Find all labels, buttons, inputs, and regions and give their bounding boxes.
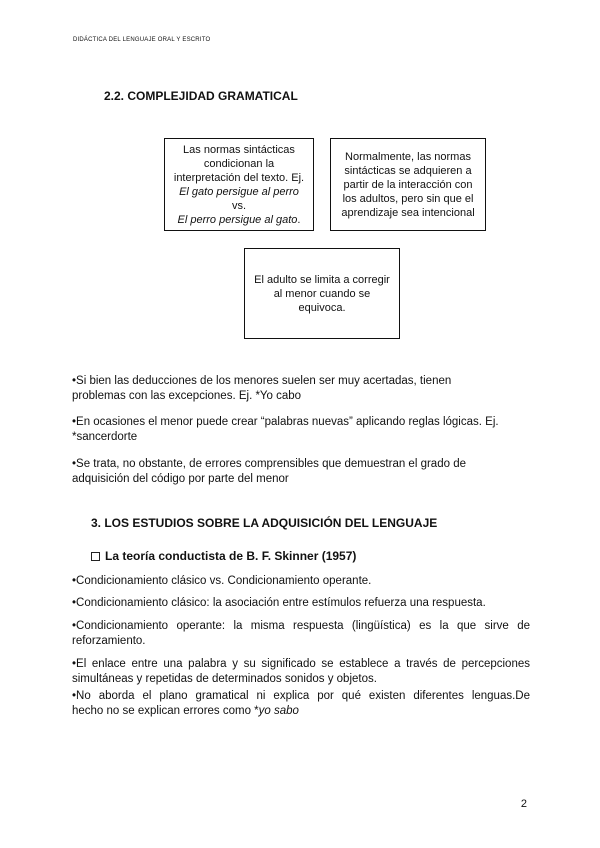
box1-example-2: El perro persigue al gato [177,213,298,226]
diagram-box-adult-interaction [330,138,486,231]
bullet-word-meaning-line-2: simultáneas y repetidas de determinados sonidos y objetos. [72,673,377,685]
bullet-errors-line-1: •Se trata, no obstante, de errores comprensibles que demuestran el grado de [72,458,466,470]
box3-line-2: al menor cuando se [273,287,371,300]
bullet-comprehensible-errors [72,457,530,487]
box2-line-2: sintácticas se adquieren a [344,164,472,177]
section-title-3: 3. LOS ESTUDIOS SOBRE LA ADQUISICIÓN DEL LENGUAJE [91,516,438,530]
box3-line-1: El adulto se limita a corregir [254,273,390,286]
subsection-skinner-title: La teoría conductista de B. F. Skinner (1957) [105,549,357,563]
box2-line-3: partir de la interacción con [343,178,473,191]
diagram-box-adult-corrects [244,248,400,339]
bullet-word-meaning [72,657,530,687]
box1-line-4 [171,185,307,213]
bullet-operant [72,619,530,649]
bullet-exceptions-line-1: •Si bien las deducciones de los menores suelen ser muy acertadas, tienen [72,375,452,387]
subsection-skinner [91,549,356,563]
bullet-exceptions [72,374,530,404]
box1-line-3: interpretación del texto. Ej. [173,171,305,184]
bullet-exceptions-line-2: problemas con las excepciones. Ej. *Yo cabo [72,390,302,402]
box1-end: . [297,213,301,226]
bullet-grammar-line-2-prefix: hecho no se explican errores como * [72,705,259,717]
box1-vs: vs. [231,199,247,212]
bullet-classical-vs-operant: •Condicionamiento clásico vs. Condicionamiento operante. [72,575,372,587]
page-number: 2 [520,798,527,810]
running-header: DIDÁCTICA DEL LENGUAJE ORAL Y ESCRITO [73,37,211,43]
diagram-box-syntax-norms [164,138,314,231]
box1-line-1: Las normas sintácticas [183,143,295,156]
box1-line-2: condicionan la [203,157,275,170]
box1-line-5 [178,213,301,227]
bullet-grammar-line-2 [72,704,530,719]
bullet-grammar [72,689,530,719]
box2-line-1: Normalmente, las normas [345,150,471,163]
box2-line-4: los adultos, pero sin que el [342,192,474,205]
checkbox-icon [91,552,100,561]
bullet-classical: •Condicionamiento clásico: la asociación entre estímulos refuerza una respuesta. [72,597,486,609]
bullet-grammar-line-1: •No aborda el plano gramatical ni explica por qué existen diferentes lenguas.De [72,690,530,702]
bullet-grammar-example: yo sabo [258,705,299,717]
box1-example-1: El gato persigue al perro [179,185,299,198]
bullet-operant-line-2: reforzamiento. [72,635,146,647]
section-title-2-2: 2.2. COMPLEJIDAD GRAMATICAL [104,89,298,103]
bullet-errors-line-2: adquisición del código por parte del menor [72,473,289,485]
bullet-new-words-line-1: •En ocasiones el menor puede crear “palabras nuevas” aplicando reglas lógicas. Ej. [72,416,499,428]
bullet-new-words-line-2: *sancerdorte [72,431,138,443]
bullet-new-words [72,415,530,445]
bullet-word-meaning-line-1: •El enlace entre una palabra y su significado se establece a través de percepciones [72,658,530,670]
box3-line-3: equivoca. [298,301,346,314]
box2-line-5: aprendizaje sea intencional [341,206,475,219]
bullet-operant-line-1: •Condicionamiento operante: la misma respuesta (lingüística) es la que sirve de [72,620,530,632]
